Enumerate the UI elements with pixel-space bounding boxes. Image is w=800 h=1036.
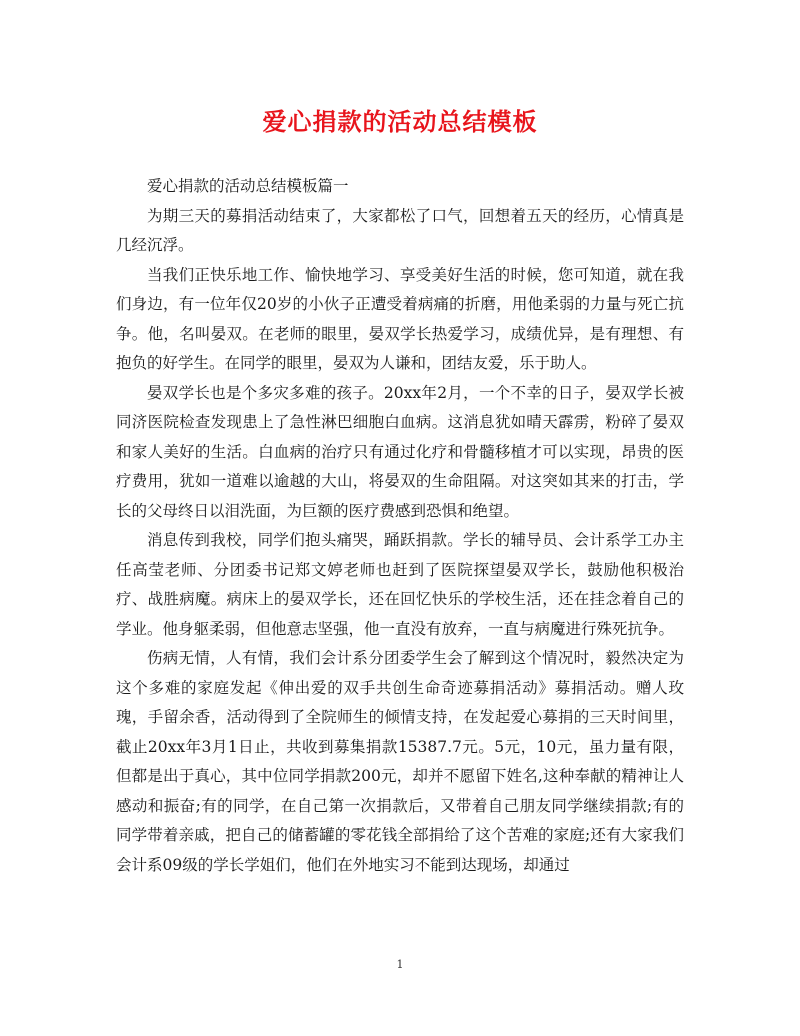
- paragraph-5: 伤病无情，人有情，我们会计系分团委学生会了解到这个情况时，毅然决定为这个多难的家庭发起《伸出爱的双手共创生命奇迹募捐活动》募捐活动。赠人玫瑰，手留余香，活动得到了全院师生的倾情支持，在发起爱心募捐的三天时间里，截止20xx年3月1日止，共收到募集捐款15387.7元。5元，10元，虽力量有限，但都是出于真心，其中位同学捐款200元，却并不愿留下姓名,这种奉献的精神让人感动和振奋;有的同学，在自己第一次捐款后，又带着自己朋友同学继续捐款;有的同学带着亲戚，把自己的储蓄罐的零花钱全部捐给了这个苦难的家庭;还有大家我们会计系09级的学长学姐们，他们在外地实习不能到达现场，却通过: [116, 649, 684, 874]
- paragraph-3: 晏双学长也是个多灾多难的孩子。20xx年2月，一个不幸的日子，晏双学长被同济医院检查发现患上了急性淋巴细胞白血病。这消息犹如晴天霹雳，粉碎了晏双和家人美好的生活。白血病的治疗只有通过化疗和骨髓移植才可以实现，昂贵的医疗费用，犹如一道难以逾越的大山，将晏双的生命阻隔。对这突如其来的打击，学长的父母终日以泪洗面，为巨额的医疗费感到恐惧和绝望。: [116, 383, 684, 520]
- section-label: 爱心捐款的活动总结模板篇一: [147, 177, 349, 195]
- page-number: 1: [396, 958, 404, 971]
- paragraph-2: 当我们正快乐地工作、愉快地学习、享受美好生活的时候，您可知道，就在我们身边，有一位年仅20岁的小伙子正遭受着病痛的折磨，用他柔弱的力量与死亡抗争。他，名叫晏双。在老师的眼里，晏双学长热爱学习，成绩优异，是有理想、有抱负的好学生。在同学的眼里，晏双为人谦和，团结友爱，乐于助人。: [116, 265, 684, 372]
- document-body: [116, 172, 684, 880]
- document-title: 爱心捐款的活动总结模板: [262, 107, 538, 136]
- paragraph-1: 为期三天的募捐活动结束了，大家都松了口气，回想着五天的经历，心情真是几经沉浮。: [116, 206, 684, 254]
- paragraph-4: 消息传到我校，同学们抱头痛哭，踊跃捐款。学长的辅导员、会计系学工办主任高莹老师、分团委书记郑文婷老师也赶到了医院探望晏双学长，鼓励他积极治疗、战胜病魔。病床上的晏双学长，还在回忆快乐的学校生活，还在挂念着自己的学业。他身躯柔弱，但他意志坚强，他一直没有放弃，一直与病魔进行殊死抗争。: [116, 531, 684, 638]
